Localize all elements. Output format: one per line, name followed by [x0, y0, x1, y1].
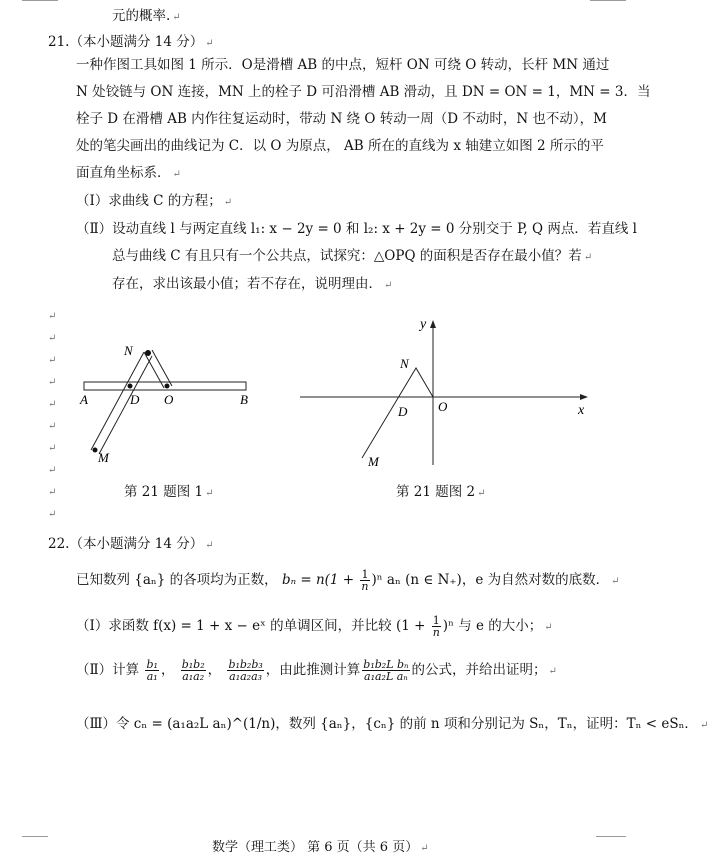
point-d [128, 384, 133, 389]
q21-intro-line3: 栓子 D 在滑槽 AB 内作往复运动时，带动 N 绕 O 转动一周（D 不动时，N 也不动），M [76, 111, 607, 127]
q22-part2: （Ⅱ）计算 $\frac{\text{b₁}}{\text{a₁}}$ ， $\frac{\text{b₁b₂}}{\text{a₁a₂}}$ ， $\frac{\text{b₁b₂b₃}}{\text{a₁a₂a₃}}$ ，由此推测计算 $\frac{\text{b₁b₂L bₙ}}{\text{a₁a₂L aₙ}}$ 的公式，并给出证明； ↵ [76, 658, 557, 683]
q21-part2-line2: 总与曲线 C 有且只有一个公共点，试探究：△OPQ 的面积是否存在最小值？若 [112, 248, 582, 264]
q21-part2-line3: 存在，求出该最小值；若不存在，说明理由． [112, 276, 382, 292]
y-axis-arrow [430, 320, 436, 328]
q21-intro-line5: 面直角坐标系． [76, 165, 171, 181]
point-n [145, 350, 151, 356]
q22-part1: （Ⅰ）求函数 f(x) = 1 + x − eˣ 的单调区间，并比较 (1 + $\frac{1}{n}$ )ⁿ 与 e 的大小； ↵ [76, 614, 553, 639]
q21-number: 21.（本小题满分 14 分） ↵ [48, 34, 214, 50]
figure-1 [74, 340, 264, 470]
page-footer: 数学（理工类） 第 6 页（共 6 页） ↵ [212, 840, 429, 855]
frac-1-over-n: $\frac{1}{n}$ [361, 568, 369, 593]
bottom-rule-right [596, 836, 626, 837]
point-o [165, 384, 170, 389]
q21-intro-line2: N 处铰链与 ON 连接，MN 上的栓子 D 可沿滑槽 AB 滑动，且 DN = ON = 1，MN = 3．当 [76, 84, 651, 100]
fig1-label-n: N [124, 343, 133, 358]
frac-b1b2b3-a1a2a3: $\frac{\text{b₁b₂b₃}}{\text{a₁a₂a₃}}$ [228, 658, 263, 683]
fig1-label-m: M [98, 450, 109, 465]
fig2-label-o: O [438, 399, 448, 414]
fig2-label-d: D [398, 404, 408, 419]
q21-intro: 一种作图工具如图 1 所示．O是滑槽 AB 的中点，短杆 ON 可绕 O 转动，长杆 MN 通过 N 处铰链与 ON 连接，MN 上的栓子 D 可沿滑槽 AB 滑动，且 DN = ON = 1，MN = 3．当 栓子 D 在滑槽 AB 内作往复运动时，带动 N 绕 O 转动一周（D 不动时，N 也不动），M 处的笔尖画出的曲线记为 C．以 O 为原点， AB 所在的直线为 x 轴建立如图 2 所示的平 面直角坐标系． ↵ （Ⅰ）求曲线 C 的方程； ↵ （Ⅱ）设动直线 l 与两定直线 l₁: x − 2y = 0 和 l₂: x + 2y = 0 分别交于 P, Q 两点．若直线 l 总与曲线 C 有且只有一个公共点，试探究：△OPQ 的面积是否存在最小值？若 ↵ 存在，求出该最小值；若不存在，说明理由． ↵ [76, 52, 616, 299]
top-rule-left [22, 0, 58, 1]
fig2-label-x: x [578, 403, 585, 418]
figure-2-caption: 第 21 题图 2 ↵ [396, 484, 486, 500]
rod-mn [91, 352, 152, 454]
frac-1-over-n-b: $\frac{1}{n}$ [432, 614, 440, 639]
q21-intro-line4: 处的笔尖画出的曲线记为 C．以 O 为原点， AB 所在的直线为 x 轴建立如图 2 所示的平 [76, 138, 604, 154]
fig1-label-o: O [164, 392, 174, 407]
fig2-label-n: N [400, 356, 409, 371]
bottom-rule-left [22, 836, 48, 837]
fig2-label-y: y [420, 317, 427, 332]
q22-part3: （Ⅲ）令 cₙ = (a₁a₂L aₙ)^(1/n)，数列 {aₙ}，{cₙ} 的前 n 项和分别记为 Sₙ，Tₙ，证明：Tₙ < eSₙ． ↵ [76, 716, 708, 732]
fig2-label-m: M [368, 454, 379, 469]
q22-number: 22.（本小题满分 14 分） ↵ [48, 536, 214, 552]
figure-2 [296, 310, 596, 470]
top-rule-right [590, 0, 626, 1]
top-fragment: 元的概率. ↵ [112, 8, 181, 24]
q22-line1: 已知数列 {aₙ} 的各项均为正数， bₙ = n(1 + $\frac{1}{n}$ )ⁿ aₙ (n ∈ N₊)，e 为自然对数的底数． ↵ [76, 568, 620, 593]
margin-marks: ↵ ↵ ↵ ↵ ↵ ↵ ↵ ↵ ↵ ↵ [48, 311, 57, 520]
figure-1-caption: 第 21 题图 1 ↵ [124, 484, 214, 500]
q21-part2-line1: （Ⅱ）设动直线 l 与两定直线 l₁: x − 2y = 0 和 l₂: x + 2y = 0 分别交于 P, Q 两点．若直线 l [76, 221, 637, 237]
q21-part1: （Ⅰ）求曲线 C 的方程； [76, 193, 222, 209]
x-axis-arrow [580, 394, 588, 400]
fig1-label-b: B [240, 392, 248, 407]
fig1-label-d: D [130, 392, 140, 407]
q21-intro-line1: 一种作图工具如图 1 所示．O是滑槽 AB 的中点，短杆 ON 可绕 O 转动，长杆 MN 通过 [76, 57, 610, 73]
point-m [93, 448, 98, 453]
frac-b1-a1: $\frac{\text{b₁}}{\text{a₁}}$ [146, 658, 158, 683]
frac-bn-an: $\frac{\text{b₁b₂L bₙ}}{\text{a₁a₂L aₙ}}$ [363, 658, 409, 683]
fig1-label-a: A [80, 392, 88, 407]
frac-b1b2-a1a2: $\frac{\text{b₁b₂}}{\text{a₁a₂}}$ [181, 658, 205, 683]
